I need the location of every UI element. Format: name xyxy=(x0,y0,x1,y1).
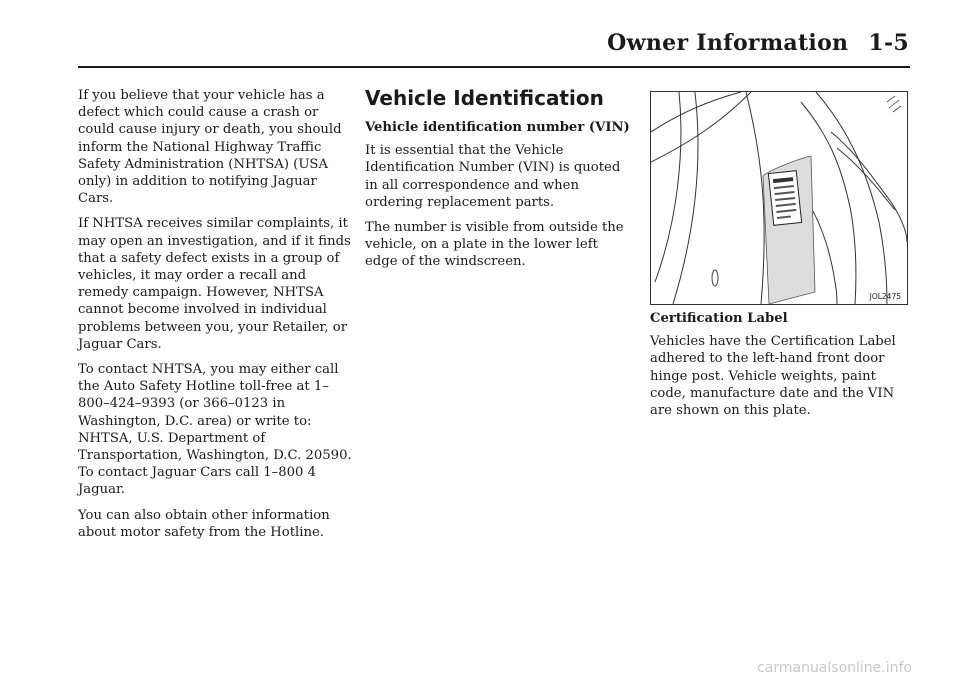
paragraph-defect-report: If you believe that your vehicle has a defect which could cause a crash or could cause injury or death, you should inform the National Highway Traffic Safety Administration (NHTSA) (USA only) in addition to notifying Jaguar Cars. xyxy=(78,88,342,207)
subsection-title-certification-label: Certification Label xyxy=(650,311,788,326)
paragraph-contact-nhtsa: To contact NHTSA, you may either call the Auto Safety Hotline toll-free at 1–800–424–9393 (or 366–0123 in Washington, D.C. area) or write to: NHTSA, U.S. Department of Transportation, Washington, D.C. 20590. To contact Jaguar Cars call 1–800 4 Jaguar. xyxy=(78,362,352,498)
page-header xyxy=(0,30,909,56)
certification-plate-icon xyxy=(768,171,801,226)
page-number: 1-5 xyxy=(868,30,909,56)
column-left xyxy=(78,87,356,549)
column-right xyxy=(650,310,912,427)
paragraph-vin-location: The number is visible from outside the vehicle, on a plate in the lower left edge of the windscreen. xyxy=(365,220,624,270)
watermark: carmanualsonline.info xyxy=(757,660,912,676)
door-hinge-post-drawing xyxy=(651,92,907,304)
certification-label-illustration xyxy=(650,91,908,305)
page-title: Owner Information xyxy=(607,30,849,56)
paragraph-vin-essential: It is essential that the Vehicle Identification Number (VIN) is quoted in all correspondence and when ordering replacement parts. xyxy=(365,143,621,210)
paragraph-hotline: You can also obtain other information about motor safety from the Hotline. xyxy=(78,507,330,540)
column-middle xyxy=(365,86,633,279)
paragraph-certification-label: Vehicles have the Certification Label adhered to the left-hand front door hinge post. Vehicle weights, paint code, manufacture date and the VIN are shown on this plate. xyxy=(650,334,896,419)
figure-label: JOL2475 xyxy=(869,292,901,301)
header-rule xyxy=(78,66,910,68)
subsection-title-vin: Vehicle identification number (VIN) xyxy=(365,120,630,135)
section-title-vehicle-identification: Vehicle Identification xyxy=(365,86,604,110)
paragraph-nhtsa-investigation: If NHTSA receives similar complaints, it may open an investigation, and if it finds that a safety defect exists in a group of vehicles, it may order a recall and remedy campaign. However, NHTSA cannot become involved in individual problems between you, your Retailer, or Jaguar Cars. xyxy=(78,216,351,352)
